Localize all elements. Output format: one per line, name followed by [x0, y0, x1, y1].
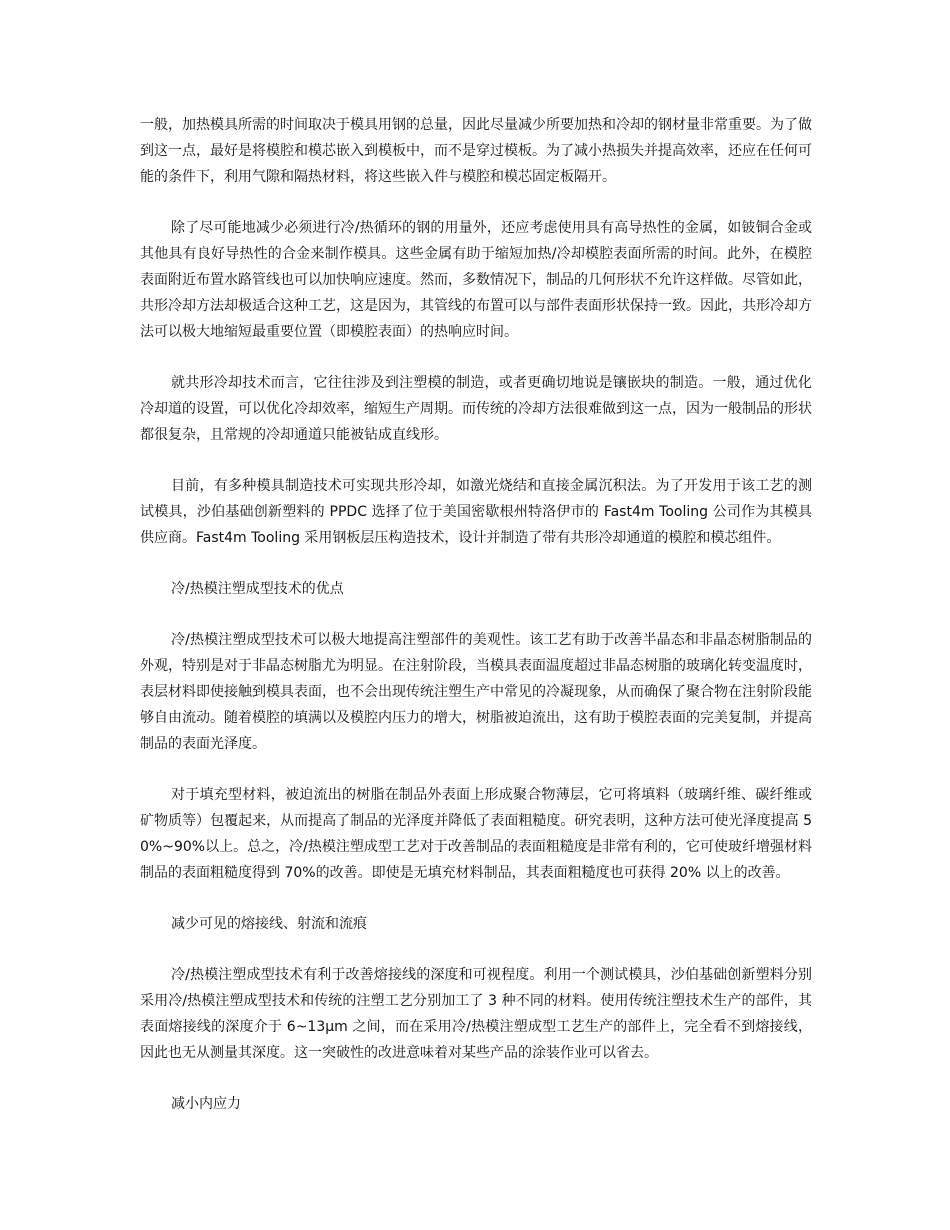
- section-heading-internal-stress: 减小内应力: [171, 1096, 241, 1112]
- paragraph-tooling-supplier: 目前，有多种模具制造技术可实现共形冷却，如激光烧结和直接金属沉积法。为了开发用于该工艺的测试模具，沙伯基础创新塑料的 PPDC 选择了位于美国密歇根州特洛伊市的 Fast4m Tooling 公司作为其模具供应商。Fast4m Tooling 采用钢板层压构造技术，设计并制造了带有共形冷却通道的模腔和模芯组件。: [140, 478, 812, 546]
- paragraph-conformal-cooling: 就共形冷却技术而言，它往往涉及到注塑模的制造，或者更确切地说是镶嵌块的制造。一般，通过优化冷却道的设置，可以优化冷却效率，缩短生产周期。而传统的冷却方法很难做到这一点，因为一般制品的形状都很复杂，且常规的冷却通道只能被钻成直线形。: [140, 375, 812, 443]
- section-heading-advantages: 冷/热模注塑成型技术的优点: [171, 581, 344, 597]
- section-heading-weld-lines: 减少可见的熔接线、射流和流痕: [171, 916, 367, 932]
- paragraph-weld-lines: 冷/热模注塑成型技术有利于改善熔接线的深度和可视程度。利用一个测试模具，沙伯基础创新塑料分别采用冷/热模注塑成型技术和传统的注塑工艺分别加工了 3 种不同的材料。使用传统注塑技术生产的部件，其表面熔接线的深度介于 6~13μm 之间，而在采用冷/热模注塑成型工艺生产的部件上，完全看不到熔接线，因此也无从测量其深度。这一突破性的改进意味着对某些产品的涂装作业可以省去。: [140, 967, 812, 1061]
- paragraph-filled-materials: 对于填充型材料，被迫流出的树脂在制品外表面上形成聚合物薄层，它可将填料（玻璃纤维、碳纤维或矿物质等）包覆起来，从而提高了制品的光泽度并降低了表面粗糙度。研究表明，这种方法可使光泽度提高 50%~90%以上。总之，冷/热模注塑成型工艺对于改善制品的表面粗糙度是非常有利的，它可使玻纤增强材料制品的表面粗糙度得到 70%的改善。即使是无填充材料制品，其表面粗糙度也可获得 20% 以上的改善。: [140, 787, 812, 881]
- paragraph-conductive-metals: 除了尽可能地减少必须进行冷/热循环的钢的用量外，还应考虑使用具有高导热性的金属，如铍铜合金或其他具有良好导热性的合金来制作模具。这些金属有助于缩短加热/冷却模腔表面所需的时间。此外，在模腔表面附近布置水路管线也可以加快响应速度。然而，多数情况下，制品的几何形状不允许这样做。尽管如此，共形冷却方法却极适合这种工艺，这是因为，其管线的布置可以与部件表面形状保持一致。因此，共形冷却方法可以极大地缩短最重要位置（即模腔表面）的热响应时间。: [140, 220, 812, 340]
- paragraph-heating-time: 一般，加热模具所需的时间取决于模具用钢的总量，因此尽量减少所要加热和冷却的钢材量非常重要。为了做到这一点，最好是将模腔和模芯嵌入到模板中，而不是穿过模板。为了减小热损失并提高效率，还应在任何可能的条件下，利用气隙和隔热材料，将这些嵌入件与模腔和模芯固定板隔开。: [140, 117, 812, 185]
- document-body: [140, 112, 812, 1142]
- paragraph-aesthetics: 冷/热模注塑成型技术可以极大地提高注塑部件的美观性。该工艺有助于改善半晶态和非晶态树脂制品的外观，特别是对于非晶态树脂尤为明显。在注射阶段，当模具表面温度超过非晶态树脂的玻璃化转变温度时，表层材料即使接触到模具表面，也不会出现传统注塑生产中常见的冷凝现象，从而确保了聚合物在注射阶段能够自由流动。随着模腔的填满以及模腔内压力的增大，树脂被迫流出，这有助于模腔表面的完美复制，并提高制品的表面光泽度。: [140, 632, 812, 752]
